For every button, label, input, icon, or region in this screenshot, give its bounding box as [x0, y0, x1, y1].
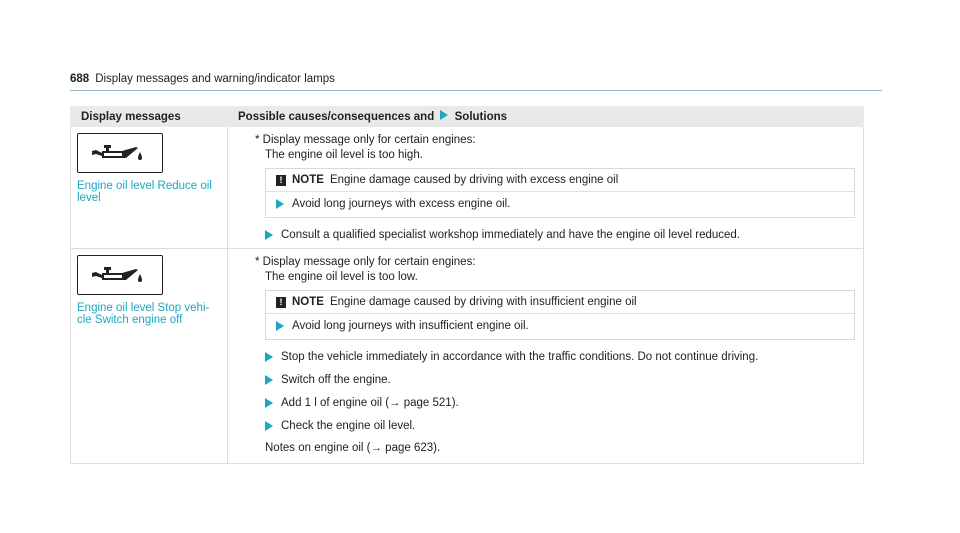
note-action [266, 314, 854, 339]
note-box [265, 290, 855, 340]
page-header [70, 73, 882, 85]
step-text: Check the engine oil level. [281, 420, 416, 432]
table-row [71, 249, 864, 464]
step-text: Add 1 l of engine oil (→ page 521). [281, 397, 459, 409]
arrow-right-icon [265, 352, 273, 362]
solution-step [255, 373, 855, 387]
page-number: 688 [70, 73, 90, 85]
notes-reference: Notes on engine oil (→ page 623). [265, 442, 441, 454]
note-label: NOTE [292, 296, 324, 308]
table-header-row [71, 107, 864, 127]
page-title: Display messages and warning/indicator lamps [95, 73, 335, 85]
message-text: Engine oil level Reduce oil level [77, 180, 212, 204]
causes-header-text: Possible causes/consequences and [238, 111, 435, 123]
header-rule [70, 90, 882, 91]
arrow-right-icon [265, 398, 273, 408]
note-box [265, 168, 855, 218]
step-text: Consult a qualified specialist workshop immediately and have the engine oil level reduced. [281, 229, 740, 241]
note-action-text: Avoid long journeys with insufficient engine oil. [292, 320, 529, 332]
note-label: NOTE [292, 174, 324, 186]
arrow-right-icon [440, 110, 448, 120]
column-header-display-messages: Display messages [71, 107, 228, 127]
arrow-right-icon [276, 199, 284, 209]
cause-text: The engine oil level is too low. [265, 271, 418, 283]
arrow-right-icon [265, 421, 273, 431]
warning-icon: ! [276, 297, 286, 308]
arrow-right-icon [276, 321, 284, 331]
asterisk-note: * Display message only for certain engines: [255, 256, 476, 268]
message-cell [71, 127, 228, 249]
note-action [266, 192, 854, 217]
step-text: Stop the vehicle immediately in accordance with the traffic conditions. Do not continue driving. [281, 351, 759, 363]
causes-cell [228, 249, 864, 464]
arrow-right-icon [265, 230, 273, 240]
asterisk-note: * Display message only for certain engines: [255, 134, 476, 146]
note-action-text: Avoid long journeys with excess engine oil. [292, 198, 511, 210]
engine-oil-can-icon [77, 255, 163, 295]
table-row [71, 127, 864, 249]
message-cell [71, 249, 228, 464]
solution-step [255, 228, 855, 242]
engine-oil-can-icon [77, 133, 163, 173]
note-text: Engine damage caused by driving with excess engine oil [329, 174, 619, 186]
solution-step [255, 396, 855, 410]
arrow-right-icon [265, 375, 273, 385]
message-text: Engine oil level Stop vehi- cle Switch engine off [77, 302, 210, 326]
causes-cell [228, 127, 864, 249]
note-header [266, 291, 854, 314]
step-text: Switch off the engine. [281, 374, 391, 386]
display-messages-table [70, 106, 864, 464]
note-text: Engine damage caused by driving with insufficient engine oil [329, 296, 637, 308]
solution-step [255, 350, 855, 364]
cause-text: The engine oil level is too high. [265, 149, 423, 161]
column-header-causes-solutions [228, 107, 864, 127]
note-header [266, 169, 854, 192]
solution-step [255, 419, 855, 433]
solutions-header-text: Solutions [454, 111, 508, 123]
warning-icon: ! [276, 175, 286, 186]
